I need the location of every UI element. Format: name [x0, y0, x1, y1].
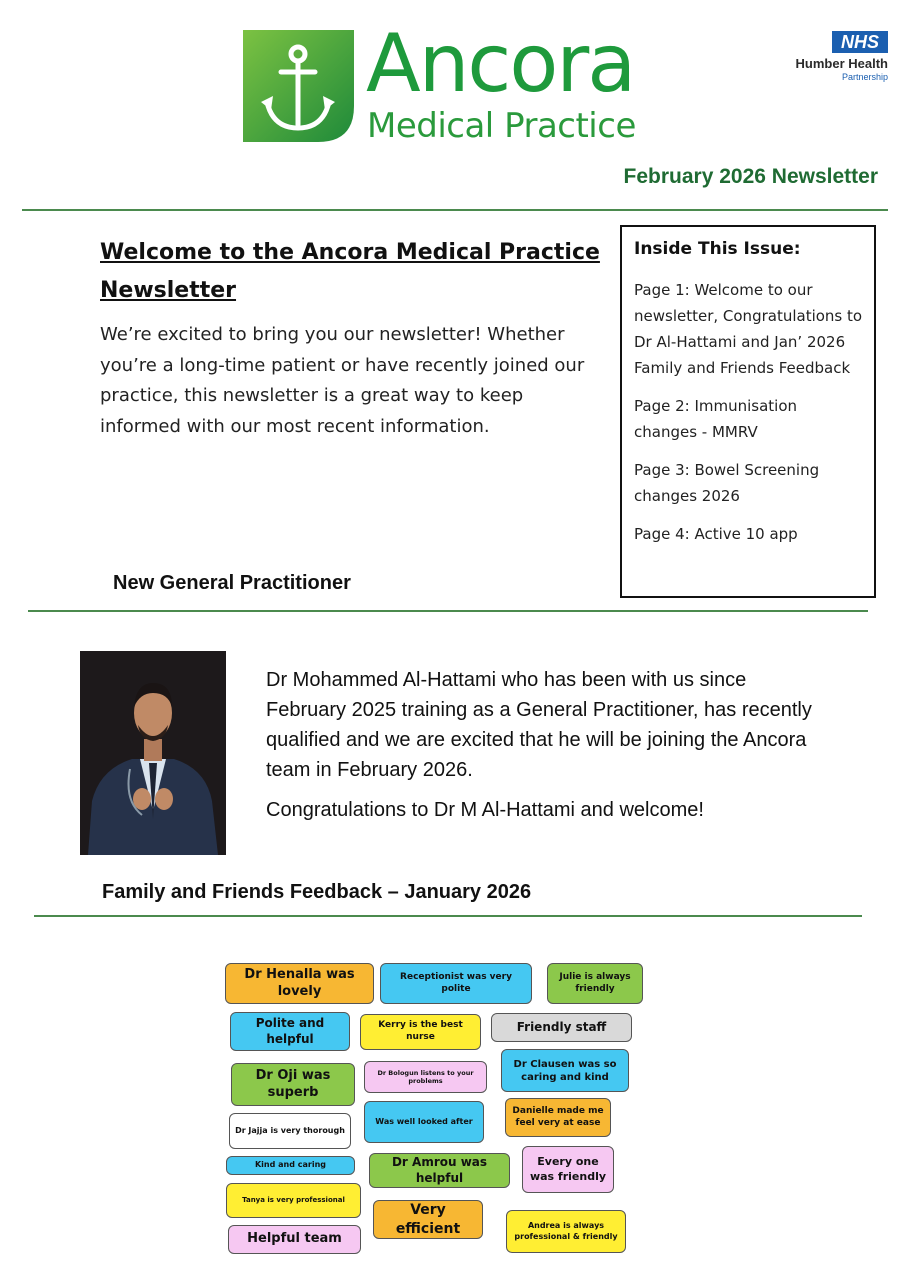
- feedback-note: Receptionist was very polite: [380, 963, 532, 1004]
- feedback-note: Dr Bologun listens to your problems: [364, 1061, 487, 1093]
- welcome-body: We’re excited to bring you our newsletter! Whether you’re a long-time patient or have recently joined our practice, this newsletter is a great way to keep informed with our most recent information.: [100, 324, 585, 437]
- gp-section-divider: [28, 610, 868, 612]
- feedback-note: Dr Jajja is very thorough: [229, 1113, 351, 1149]
- doctor-photo: [80, 651, 226, 855]
- toc-item: Page 1: Welcome to our newsletter, Congratulations to Dr Al-Hattami and Jan’ 2026 Family and Friends Feedback: [634, 281, 863, 377]
- feedback-note: Polite and helpful: [230, 1012, 350, 1051]
- feedback-note: Every one was friendly: [522, 1146, 614, 1193]
- doctor-portrait-icon: [80, 651, 226, 855]
- nhs-org-name: Humber Health: [795, 56, 888, 71]
- feedback-note: Dr Amrou was helpful: [369, 1153, 510, 1188]
- logo-subtitle: Medical Practice: [367, 106, 636, 146]
- feedback-note: Dr Clausen was so caring and kind: [501, 1049, 629, 1092]
- nhs-org-partnership: Partnership: [841, 72, 888, 82]
- gp-announcement-text: Dr Mohammed Al-Hattami who has been with us since February 2025 training as a General Practitioner, has recently qualified and we are excited that he will be joining the Ancora team in February 2026.: [266, 669, 812, 781]
- logo-wordmark: Ancora: [366, 17, 635, 110]
- anchor-logo-icon: [243, 30, 354, 142]
- inside-this-issue-box: [620, 225, 876, 598]
- welcome-heading-line2: Newsletter: [100, 278, 237, 303]
- inside-this-issue-title: Inside This Issue:: [634, 239, 801, 259]
- feedback-note: Helpful team: [228, 1225, 361, 1254]
- feedback-note: Kerry is the best nurse: [360, 1014, 481, 1050]
- feedback-note: Julie is always friendly: [547, 963, 643, 1004]
- welcome-heading-line1: Welcome to the Ancora Medical Practice: [100, 240, 600, 265]
- feedback-note: Andrea is always professional & friendly: [506, 1210, 626, 1253]
- feedback-note: Very efficient: [373, 1200, 483, 1239]
- feedback-note: Dr Oji was superb: [231, 1063, 355, 1106]
- header-divider: [22, 209, 888, 211]
- welcome-heading: [100, 234, 600, 310]
- feedback-section-heading: Family and Friends Feedback – January 2026: [102, 881, 532, 903]
- toc-item: Page 4: Active 10 app: [634, 525, 798, 543]
- gp-announcement: [266, 665, 826, 825]
- feedback-note: Kind and caring: [226, 1156, 355, 1175]
- feedback-note: Tanya is very professional: [226, 1183, 361, 1218]
- toc-item: Page 3: Bowel Screening changes 2026: [634, 461, 820, 505]
- feedback-note: Dr Henalla was lovely: [225, 963, 374, 1004]
- gp-section-heading: New General Practitioner: [113, 572, 351, 594]
- gp-congratulations-text: Congratulations to Dr M Al-Hattami and welcome!: [266, 799, 704, 821]
- feedback-note: Was well looked after: [364, 1101, 484, 1143]
- toc-item: Page 2: Immunisation changes - MMRV: [634, 397, 798, 441]
- issue-title: February 2026 Newsletter: [623, 165, 878, 188]
- feedback-note: Danielle made me feel very at ease: [505, 1098, 611, 1137]
- feedback-note: Friendly staff: [491, 1013, 632, 1042]
- feedback-section-divider: [34, 915, 862, 917]
- nhs-logo-badge: NHS: [832, 31, 888, 53]
